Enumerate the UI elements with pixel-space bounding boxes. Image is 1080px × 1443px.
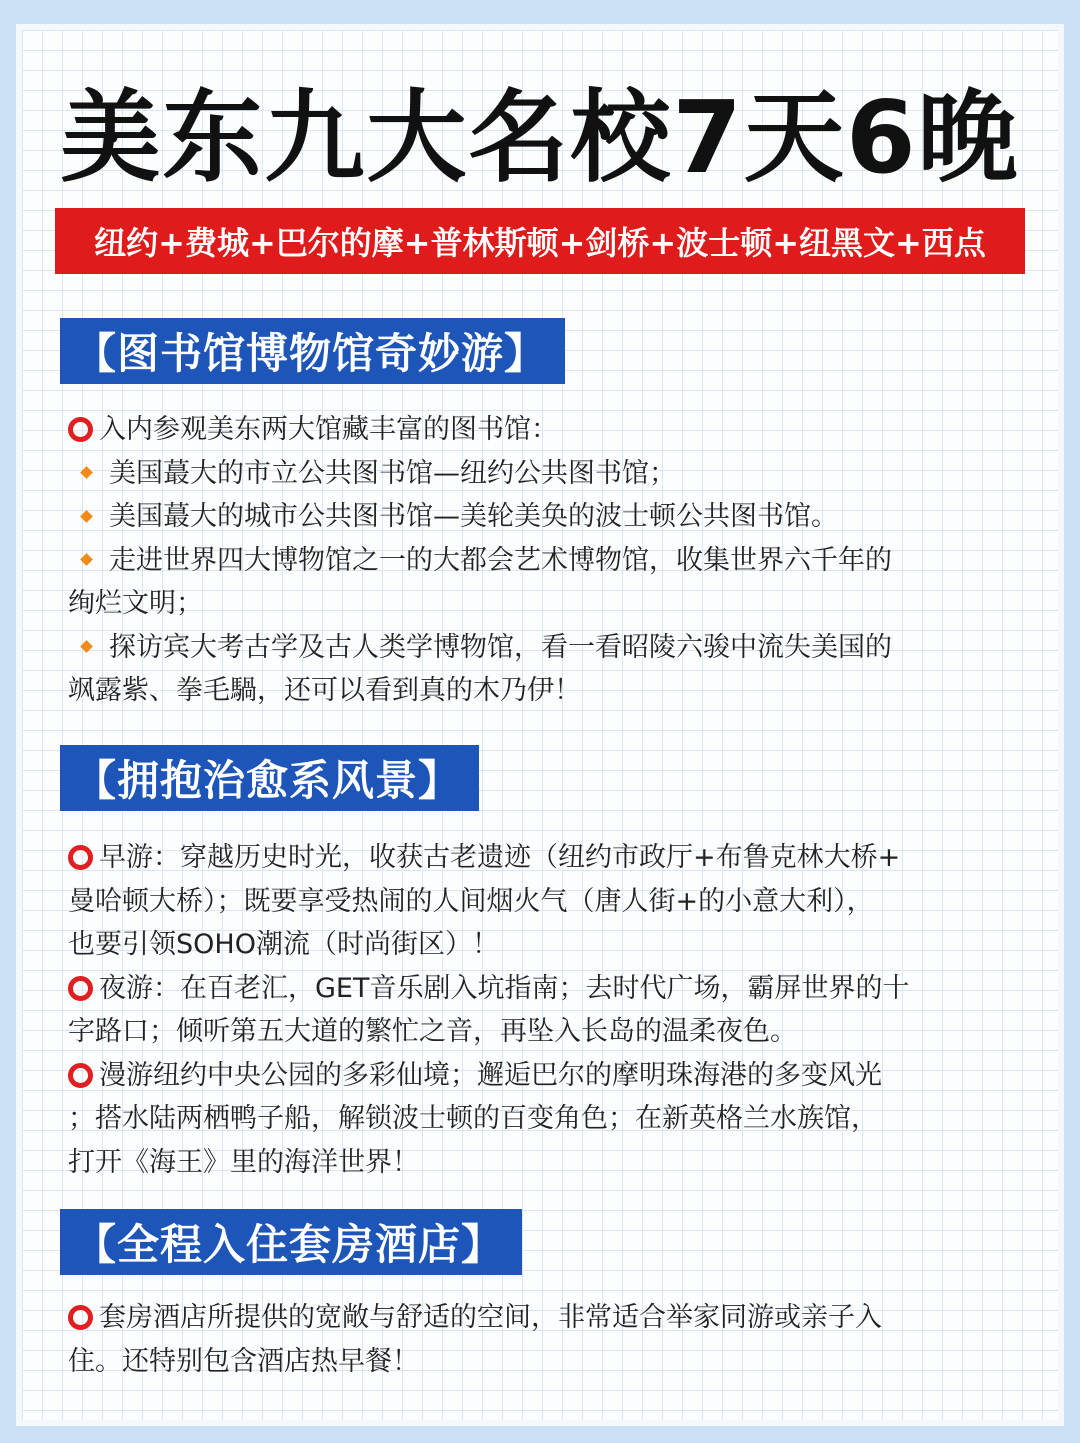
- red-circle-icon: [68, 1305, 93, 1330]
- orange-diamond-icon: [80, 466, 93, 479]
- list-item: 夜游：在百老汇，GET音乐剧入坑指南；去时代广场，霸屏世界的十: [68, 967, 998, 1011]
- list-item: 走进世界四大博物馆之一的大都会艺术博物馆，收集世界六千年的: [68, 539, 998, 583]
- red-circle-icon: [68, 845, 93, 870]
- list-item: 美国蕞大的市立公共图书馆—纽约公共图书馆；: [68, 452, 998, 496]
- list-item: 漫游纽约中央公园的多彩仙境；邂逅巴尔的摩明珠海港的多变风光: [68, 1054, 998, 1098]
- orange-diamond-icon: [80, 510, 93, 523]
- section-body-hotel: [68, 1296, 998, 1383]
- list-item: 美国蕞大的城市公共图书馆—美轮美奂的波士顿公共图书馆。: [68, 495, 998, 539]
- section-heading-library-museum: 【图书馆博物馆奇妙游】: [60, 318, 565, 384]
- section-heading-hotel: 【全程入住套房酒店】: [60, 1209, 522, 1275]
- list-item: 探访宾大考古学及古人类学博物馆，看一看昭陵六骏中流失美国的: [68, 626, 998, 670]
- list-item-continuation: 飒露紫、拳毛騧，还可以看到真的木乃伊！: [68, 675, 581, 706]
- list-item: 套房酒店所提供的宽敞与舒适的空间，非常适合举家同游或亲子入: [68, 1296, 998, 1340]
- section-body-library-museum: [68, 408, 998, 713]
- list-item-continuation: 住。还特别包含酒店热早餐！: [68, 1345, 419, 1377]
- page-title: 美东九大名校7天6晚: [60, 79, 1020, 196]
- list-item: 入内参观美东两大馆藏丰富的图书馆：: [68, 408, 998, 452]
- list-item-continuation: 字路口；倾听第五大道的繁忙之音，再坠入长岛的温柔夜色。: [68, 1016, 797, 1047]
- list-item-continuation: 曼哈顿大桥）；既要享受热闹的人间烟火气（唐人街+的小意大利），: [68, 885, 874, 917]
- orange-diamond-icon: [80, 640, 93, 653]
- list-item-continuation: 绚烂文明；: [68, 588, 203, 619]
- red-circle-icon: [68, 417, 93, 442]
- list-item-continuation: 打开《海王》里的海洋世界！: [68, 1146, 419, 1178]
- section-body-scenery: [68, 836, 998, 1184]
- route-banner: 纽约+费城+巴尔的摩+普林斯顿+剑桥+波士顿+纽黑文+西点: [55, 208, 1025, 274]
- orange-diamond-icon: [80, 553, 93, 566]
- list-item-continuation: 也要引领SOHO潮流（时尚街区）！: [68, 929, 499, 960]
- section-heading-scenery: 【拥抱治愈系风景】: [60, 745, 479, 811]
- list-item: 早游：穿越历史时光，收获古老遗迹（纽约市政厅+布鲁克林大桥+: [68, 836, 998, 880]
- red-circle-icon: [68, 976, 93, 1001]
- list-item-continuation: ；搭水陆两栖鸭子船，解锁波士顿的百变角色；在新英格兰水族馆，: [68, 1103, 878, 1134]
- red-circle-icon: [68, 1063, 93, 1088]
